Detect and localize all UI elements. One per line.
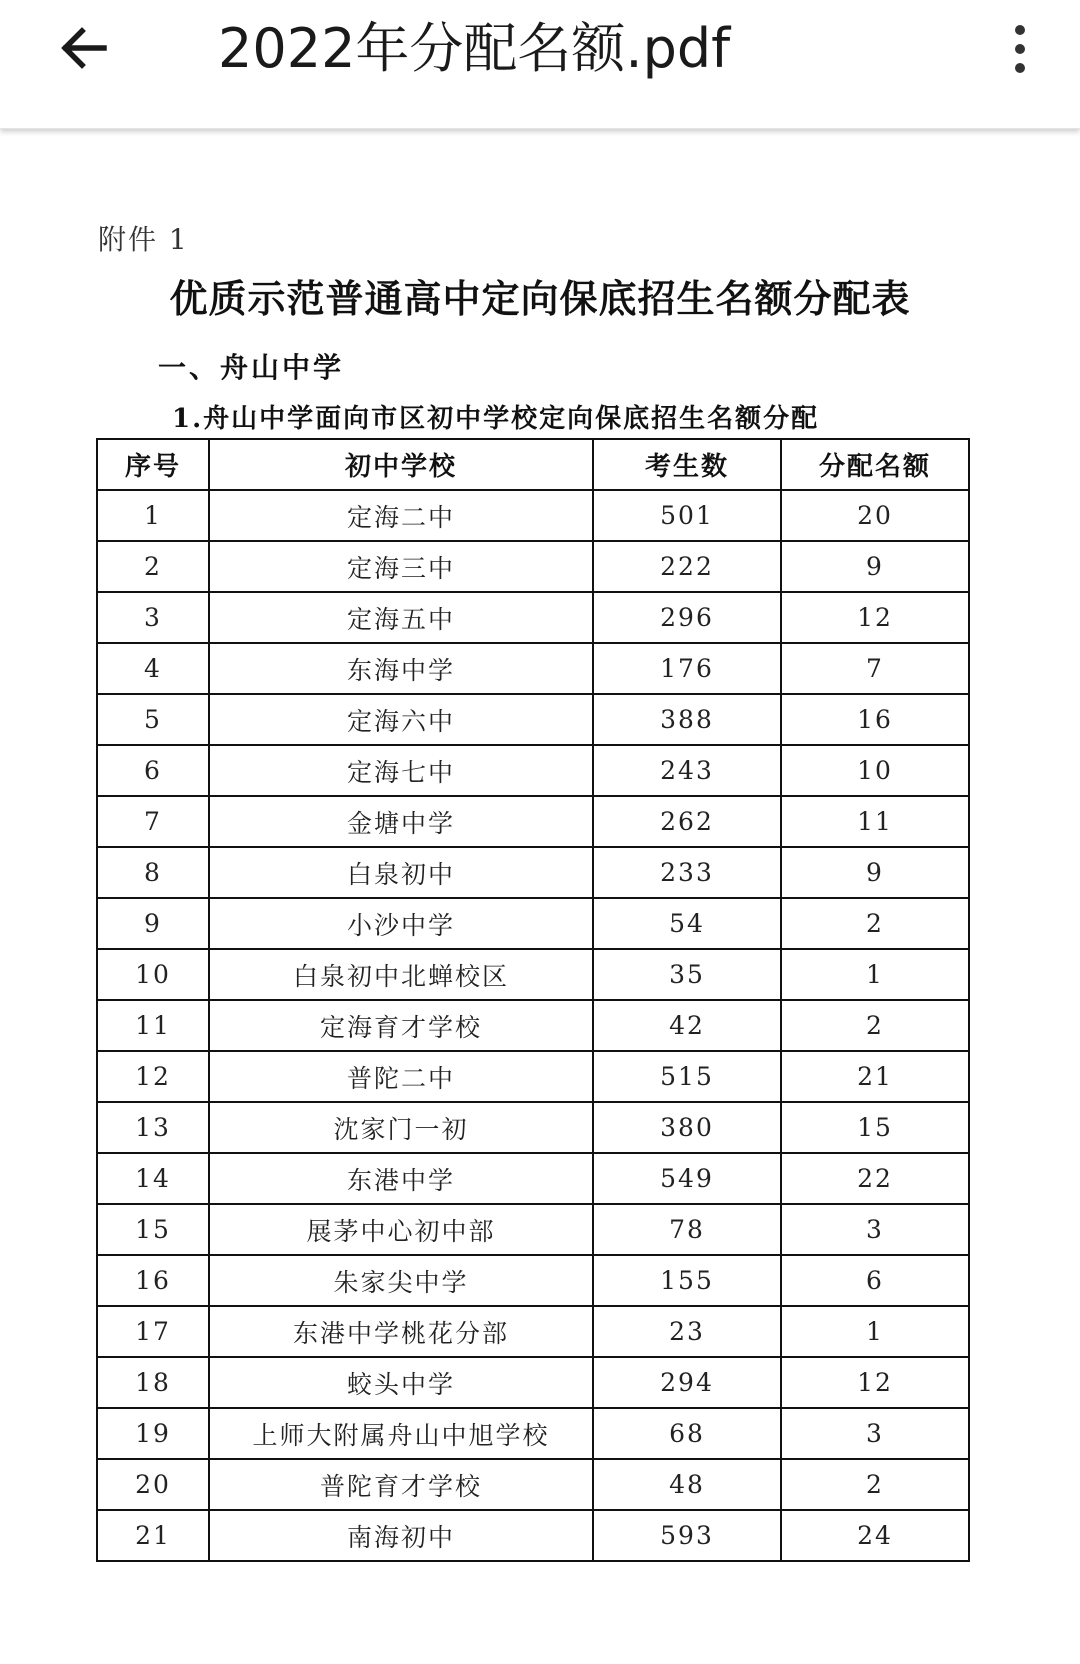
table-row: [97, 1510, 969, 1561]
cell-quota: 7: [781, 643, 969, 694]
app-bar: [0, 0, 1080, 129]
cell-school: 定海育才学校: [209, 1000, 593, 1051]
subsection-title: 1.舟山中学面向市区初中学校定向保底招生名额分配: [172, 404, 820, 434]
table-row: [97, 1153, 969, 1204]
table-row: [97, 694, 969, 745]
header-index: 序号: [97, 439, 209, 490]
table-row: [97, 1204, 969, 1255]
cell-school: 朱家尖中学: [209, 1255, 593, 1306]
table-row: [97, 1000, 969, 1051]
cell-quota: 1: [781, 1306, 969, 1357]
header-quota: 分配名额: [781, 439, 969, 490]
cell-index: 18: [97, 1357, 209, 1408]
cell-school: 白泉初中: [209, 847, 593, 898]
table-row: [97, 1102, 969, 1153]
cell-index: 6: [97, 745, 209, 796]
table-row: [97, 898, 969, 949]
cell-school: 定海七中: [209, 745, 593, 796]
quota-table: [96, 438, 970, 1562]
cell-quota: 2: [781, 1000, 969, 1051]
cell-quota: 20: [781, 490, 969, 541]
cell-index: 4: [97, 643, 209, 694]
section-title: 一、舟山中学: [158, 351, 345, 384]
table-row: [97, 745, 969, 796]
cell-index: 2: [97, 541, 209, 592]
cell-index: 11: [97, 1000, 209, 1051]
cell-quota: 2: [781, 1459, 969, 1510]
cell-candidates: 262: [593, 796, 781, 847]
cell-index: 14: [97, 1153, 209, 1204]
header-candidates: 考生数: [593, 439, 781, 490]
document-title: 2022年分配名额.pdf: [218, 17, 731, 80]
cell-candidates: 388: [593, 694, 781, 745]
table-row: [97, 1357, 969, 1408]
table-row: [97, 1459, 969, 1510]
cell-quota: 21: [781, 1051, 969, 1102]
back-button[interactable]: [52, 16, 116, 80]
cell-index: 1: [97, 490, 209, 541]
cell-index: 10: [97, 949, 209, 1000]
cell-school: 上师大附属舟山中旭学校: [209, 1408, 593, 1459]
cell-candidates: 48: [593, 1459, 781, 1510]
cell-school: 金塘中学: [209, 796, 593, 847]
cell-index: 8: [97, 847, 209, 898]
cell-quota: 9: [781, 847, 969, 898]
cell-school: 东港中学桃花分部: [209, 1306, 593, 1357]
cell-school: 南海初中: [209, 1510, 593, 1561]
cell-school: 普陀育才学校: [209, 1459, 593, 1510]
cell-school: 东港中学: [209, 1153, 593, 1204]
cell-school: 沈家门一初: [209, 1102, 593, 1153]
arrow-left-icon: [58, 22, 110, 74]
cell-candidates: 176: [593, 643, 781, 694]
attachment-label: 附件 1: [98, 223, 189, 256]
cell-index: 13: [97, 1102, 209, 1153]
more-vertical-icon: [1015, 25, 1025, 35]
cell-quota: 6: [781, 1255, 969, 1306]
cell-school: 定海二中: [209, 490, 593, 541]
cell-school: 定海六中: [209, 694, 593, 745]
table-row: [97, 847, 969, 898]
header-school: 初中学校: [209, 439, 593, 490]
cell-index: 16: [97, 1255, 209, 1306]
cell-candidates: 501: [593, 490, 781, 541]
table-row: [97, 796, 969, 847]
cell-quota: 3: [781, 1408, 969, 1459]
cell-candidates: 549: [593, 1153, 781, 1204]
cell-candidates: 243: [593, 745, 781, 796]
cell-index: 15: [97, 1204, 209, 1255]
cell-quota: 12: [781, 1357, 969, 1408]
cell-index: 3: [97, 592, 209, 643]
cell-school: 蛟头中学: [209, 1357, 593, 1408]
page-heading: 优质示范普通高中定向保底招生名额分配表: [169, 276, 911, 321]
table-row: [97, 1306, 969, 1357]
cell-candidates: 23: [593, 1306, 781, 1357]
table-row: [97, 1255, 969, 1306]
more-options-button[interactable]: [1000, 14, 1040, 84]
cell-candidates: 68: [593, 1408, 781, 1459]
cell-quota: 22: [781, 1153, 969, 1204]
cell-index: 12: [97, 1051, 209, 1102]
table-row: [97, 643, 969, 694]
cell-school: 定海五中: [209, 592, 593, 643]
cell-candidates: 35: [593, 949, 781, 1000]
cell-school: 普陀二中: [209, 1051, 593, 1102]
cell-candidates: 515: [593, 1051, 781, 1102]
cell-quota: 15: [781, 1102, 969, 1153]
table-header-row: [97, 439, 969, 490]
table-row: [97, 1051, 969, 1102]
cell-quota: 11: [781, 796, 969, 847]
table-row: [97, 592, 969, 643]
cell-index: 21: [97, 1510, 209, 1561]
cell-school: 展茅中心初中部: [209, 1204, 593, 1255]
cell-quota: 3: [781, 1204, 969, 1255]
cell-quota: 24: [781, 1510, 969, 1561]
cell-quota: 1: [781, 949, 969, 1000]
cell-candidates: 222: [593, 541, 781, 592]
cell-school: 东海中学: [209, 643, 593, 694]
cell-index: 5: [97, 694, 209, 745]
table-row: [97, 490, 969, 541]
cell-quota: 2: [781, 898, 969, 949]
cell-candidates: 155: [593, 1255, 781, 1306]
cell-quota: 9: [781, 541, 969, 592]
cell-candidates: 380: [593, 1102, 781, 1153]
cell-quota: 12: [781, 592, 969, 643]
cell-candidates: 78: [593, 1204, 781, 1255]
cell-quota: 10: [781, 745, 969, 796]
cell-candidates: 54: [593, 898, 781, 949]
cell-candidates: 294: [593, 1357, 781, 1408]
cell-index: 9: [97, 898, 209, 949]
cell-candidates: 42: [593, 1000, 781, 1051]
cell-quota: 16: [781, 694, 969, 745]
cell-school: 定海三中: [209, 541, 593, 592]
cell-index: 20: [97, 1459, 209, 1510]
cell-candidates: 233: [593, 847, 781, 898]
cell-school: 小沙中学: [209, 898, 593, 949]
cell-index: 19: [97, 1408, 209, 1459]
cell-candidates: 296: [593, 592, 781, 643]
table-row: [97, 541, 969, 592]
cell-index: 7: [97, 796, 209, 847]
table-row: [97, 1408, 969, 1459]
table-row: [97, 949, 969, 1000]
cell-school: 白泉初中北蝉校区: [209, 949, 593, 1000]
pdf-page[interactable]: [0, 128, 1080, 1664]
cell-candidates: 593: [593, 1510, 781, 1561]
cell-index: 17: [97, 1306, 209, 1357]
